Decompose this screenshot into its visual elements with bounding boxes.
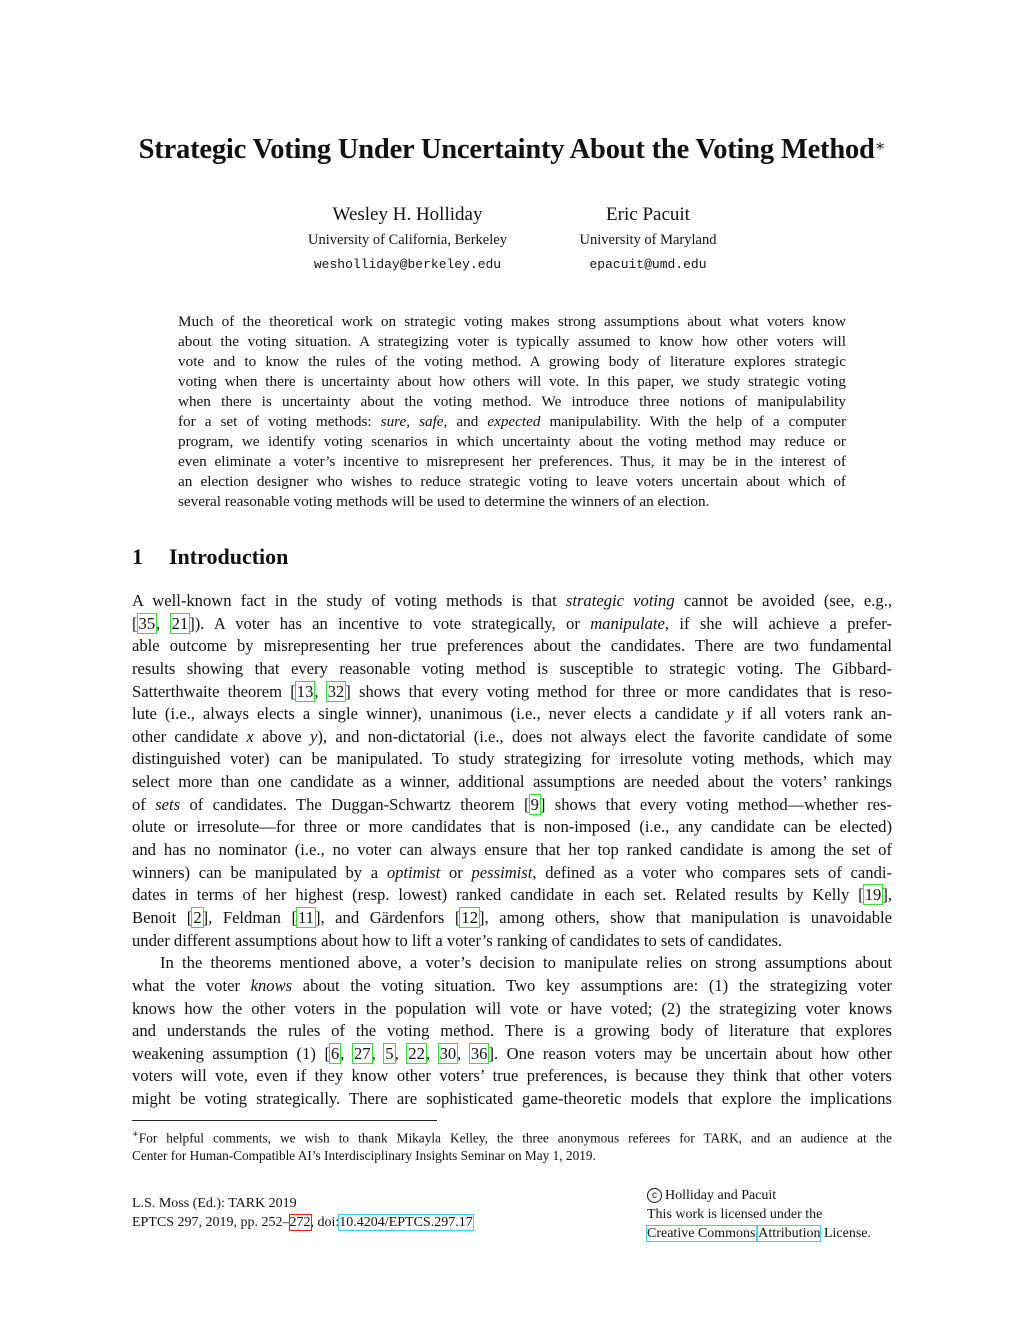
- title-footnote-mark: ∗: [874, 138, 886, 155]
- footnote-rule: [132, 1120, 437, 1121]
- license-block: [647, 1186, 871, 1243]
- author-block-2: [558, 204, 738, 272]
- license-line: This work is licensed under the: [647, 1207, 823, 1222]
- body-line: knows how the other voters in the population will vote or have voted; (2) the strategizing voter knows: [132, 998, 892, 1018]
- abstract-line: for a set of voting methods: sure, safe, and expected manipulability. With the help of a computer: [178, 413, 846, 430]
- citation-link[interactable]: 35: [138, 613, 156, 633]
- citation-link[interactable]: 13: [296, 681, 314, 701]
- body-line: A well-known fact in the study of voting methods is that strategic voting cannot be avoided (see, e.g.,: [132, 591, 892, 610]
- body-line: In the theorems mentioned above, a voter’s decision to manipulate relies on strong assumptions about: [160, 953, 892, 973]
- body-line: distinguished voter) can be manipulated. To study strategizing for irresolute voting methods, which may: [132, 749, 892, 769]
- footnote-mark: ∗: [132, 1129, 139, 1140]
- footnote: [132, 1126, 892, 1165]
- section-heading: [132, 544, 288, 570]
- section-title: Introduction: [169, 544, 289, 569]
- author-name: Eric Pacuit: [606, 204, 690, 225]
- body-line: of sets of candidates. The Duggan-Schwartz theorem [9] shows that every voting method—whether res-: [132, 794, 892, 814]
- body-line: select more than one candidate as a winner, additional assumptions are needed about the voters’ rankings: [132, 772, 892, 792]
- abstract-line: vote and to know the rules of the voting method. A growing body of literature explores strategic: [178, 353, 846, 370]
- citation-link[interactable]: 32: [327, 681, 345, 701]
- copyright-icon: c: [647, 1188, 662, 1203]
- citation-link[interactable]: 6: [330, 1043, 340, 1063]
- footnote-line: Center for Human-Compatible AI’s Interdisciplinary Insights Seminar on May 1, 2019.: [132, 1148, 596, 1164]
- body-text: [132, 590, 892, 1111]
- last-page-link[interactable]: 272: [289, 1215, 311, 1230]
- author-affiliation: University of Maryland: [579, 232, 717, 248]
- body-line: [35, 21]). A voter has an incentive to vote strategically, or manipulate, if she will achieve a prefer-: [132, 613, 893, 633]
- body-line: and understands the rules of the voting method. There is a growing body of literature that explores: [132, 1021, 892, 1041]
- citation-link[interactable]: 27: [353, 1043, 371, 1063]
- body-line: Satterthwaite theorem [13, 32] shows that every voting method for three or more candidates that is reso-: [132, 681, 892, 701]
- citation-link[interactable]: 30: [439, 1043, 457, 1063]
- paper-title: Strategic Voting Under Uncertainty About the Voting Method∗: [138, 134, 886, 165]
- body-line: winners) can be manipulated by a optimist or pessimist, defined as a voter who compares sets of candi-: [132, 862, 893, 882]
- abstract-line: when there is uncertainty about the voting method. We introduce three notions of manipulability: [178, 393, 846, 410]
- body-line: results showing that every reasonable voting method is susceptible to strategic voting. The Gibbard-: [132, 658, 892, 678]
- author-block-1: [290, 204, 525, 272]
- body-line: weakening assumption (1) [6, 27, 5, 22, 30, 36]. One reason voters may be uncertain about how other: [132, 1043, 893, 1063]
- body-line: might be voting strategically. There are sophisticated game-theoretic models that explore the implications: [132, 1089, 892, 1109]
- abstract-line: voting when there is uncertainty about how others will vote. In this paper, we study strategic voting: [178, 373, 846, 390]
- abstract-line: Much of the theoretical work on strategic voting makes strong assumptions about what voters know: [178, 313, 846, 330]
- abstract-line: even eliminate a voter’s incentive to misrepresent her preferences. Thus, it may be in the interest of: [178, 453, 846, 470]
- abstract-line: about the voting situation. A strategizing voter is typically assumed to know how other voters will: [178, 333, 846, 350]
- body-line: under different assumptions about how to lift a voter’s ranking of candidates to sets of candidates.: [132, 930, 783, 950]
- attribution-link[interactable]: Attribution: [758, 1226, 821, 1241]
- citation-link[interactable]: 21: [171, 613, 189, 633]
- citation-link[interactable]: 9: [530, 794, 539, 814]
- body-line: dates in terms of her highest (resp. lowest) ranked candidate in each set. Related results by Kelly [19],: [132, 885, 892, 905]
- body-line: voters will vote, even if they know other voters’ true preferences, is because they think that other voters: [132, 1066, 892, 1086]
- abstract-line: an election designer who wishes to reduce strategic voting to leave voters uncertain about which of: [178, 473, 846, 490]
- body-line: and has no nominator (i.e., no voter can always ensure that her top ranked candidate is among the set of: [132, 840, 892, 860]
- publication-info: [132, 1194, 473, 1232]
- author-affiliation: University of California, Berkeley: [308, 232, 507, 248]
- citation-link[interactable]: 2: [193, 907, 202, 927]
- footnote-line: ∗For helpful comments, we wish to thank Mikayla Kelley, the three anonymous referees for TARK, and an audience at the: [132, 1129, 892, 1146]
- body-line: able outcome by misrepresenting her true preferences about the candidates. There are two fundamental: [132, 636, 892, 656]
- abstract: [178, 312, 846, 512]
- citation-link[interactable]: 19: [864, 885, 882, 905]
- section-number: 1: [132, 544, 143, 569]
- body-line: olute or irresolute—for three or more candidates that is non-imposed (i.e., any candidate can be elected): [132, 817, 892, 837]
- abstract-line: program, we identify voting scenarios in which uncertainty about the voting method may reduce or: [178, 433, 846, 450]
- author-email: epacuit@umd.edu: [589, 257, 707, 272]
- body-line: other candidate x above y), and non-dictatorial (i.e., does not always elect the favorite candidate of some: [132, 726, 892, 746]
- citation-link[interactable]: 22: [408, 1043, 425, 1063]
- license-links: Creative Commons Attribution License.: [647, 1226, 871, 1241]
- body-line: lute (i.e., always elects a single winner), unanimous (i.e., never elects a candidate y if all voters rank an-: [132, 704, 892, 724]
- creative-commons-link[interactable]: Creative Commons: [647, 1226, 756, 1241]
- citation-link[interactable]: 36: [470, 1043, 488, 1063]
- citation-link[interactable]: 12: [461, 907, 478, 927]
- eptcs-line: EPTCS 297, 2019, pp. 252–272, doi:10.4204/EPTCS.297.17: [132, 1215, 473, 1230]
- editor-line: L.S. Moss (Ed.): TARK 2019: [132, 1196, 297, 1211]
- author-name: Wesley H. Holliday: [332, 204, 483, 225]
- abstract-line: several reasonable voting methods will be used to determine the winners of an election.: [178, 493, 710, 510]
- citation-link[interactable]: 5: [385, 1043, 394, 1063]
- author-email: wesholliday@berkeley.edu: [313, 257, 502, 272]
- body-line: what the voter knows about the voting situation. Two key assumptions are: (1) the strategizing voter: [132, 975, 892, 995]
- copyright-line: c Holliday and Pacuit: [647, 1186, 871, 1205]
- body-line: Benoit [2], Feldman [11], and Gärdenfors [12], among others, show that manipulation is unavoidable: [132, 907, 892, 927]
- doi-link[interactable]: 10.4204/EPTCS.297.17: [339, 1215, 473, 1230]
- citation-link[interactable]: 11: [297, 907, 314, 927]
